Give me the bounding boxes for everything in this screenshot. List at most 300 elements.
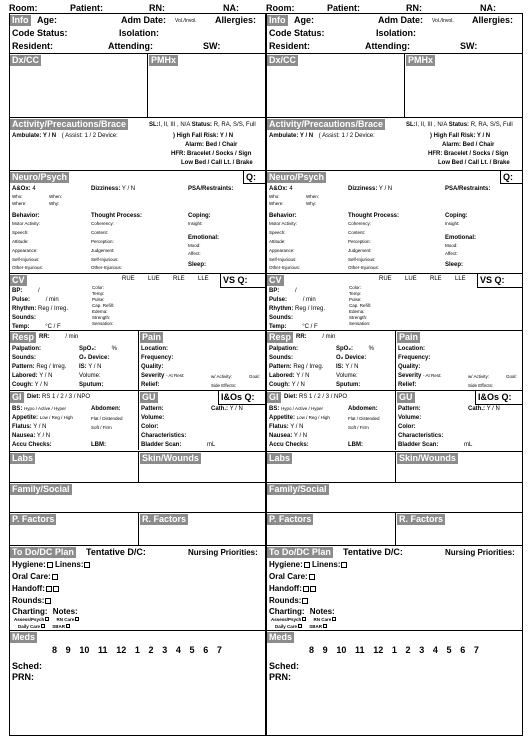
appetite-label: Appetite:	[12, 415, 38, 421]
resp-sounds-label: Sounds:	[12, 355, 36, 361]
ios-q-label: I&Os Q:	[478, 392, 512, 402]
daily-care-label: Daily Care	[275, 624, 298, 629]
coherency-label: Coherency:	[91, 221, 115, 226]
lbm-label: LBM:	[348, 442, 363, 448]
aox-value: 4	[32, 186, 36, 192]
med-time: 12	[373, 645, 384, 655]
gu-color-label: Color:	[398, 424, 416, 430]
edema-label: Edema:	[349, 309, 365, 314]
pattern-label: Pattern:	[12, 364, 35, 370]
appetite-label: Appetite:	[269, 415, 295, 421]
cough-label: Cough:	[12, 382, 33, 388]
pmhx-header: PMHx	[408, 55, 434, 65]
severity-label: Severity	[398, 373, 422, 379]
pain-frequency-label: Frequency:	[141, 355, 174, 361]
age-label: Age:	[294, 15, 314, 25]
where-label: Where:	[12, 201, 27, 206]
divider	[266, 53, 523, 54]
labs-header: Labs	[12, 453, 34, 463]
rle-label: RLE	[173, 276, 185, 282]
tentative-dc-label: Tentative D/C:	[86, 547, 146, 557]
otherinj-label: Other-Injurious:	[269, 265, 301, 270]
room-label: Room:	[9, 3, 38, 13]
na-label: NA:	[480, 3, 496, 13]
lle-label: LLE	[198, 276, 209, 282]
side-effects-label: Side Effects:	[468, 383, 494, 388]
divider	[266, 117, 523, 118]
divider	[266, 170, 523, 171]
divider	[395, 451, 396, 482]
cough-value: Y / N	[34, 382, 48, 388]
bp-slash: /	[295, 288, 297, 294]
med-time: 11	[98, 645, 108, 655]
goal-label: Goal:	[249, 374, 260, 379]
prn-label: PRN:	[12, 672, 34, 682]
divider	[477, 273, 478, 287]
vs-q-label: VS Q:	[480, 275, 505, 285]
oral-care-label: Oral Care:	[269, 572, 308, 581]
coping-label: Coping:	[188, 213, 211, 219]
divider	[266, 545, 523, 546]
temp-label: Temp:	[12, 324, 30, 330]
speech-label: Speech:	[12, 230, 29, 235]
resident-label: Resident:	[12, 41, 54, 51]
selfinj-label: Self-Injurious:	[12, 257, 40, 262]
family-social-header: Family/Social	[12, 484, 70, 494]
high-fall-risk-label: High Fall Risk: Y / N	[433, 133, 491, 139]
sbar-checkbox[interactable]	[323, 624, 327, 628]
is-label: IS:	[79, 364, 87, 370]
color-label: Color:	[92, 285, 105, 290]
handoff-checkbox-2[interactable]	[310, 586, 316, 592]
low-bed-label: Low Bed / Call Lt. / Brake	[181, 160, 253, 166]
nausea-label: Nausea:	[269, 433, 293, 439]
rhythm-options: Reg / Irreg.	[295, 306, 326, 312]
skin-wounds-header: Skin/Wounds	[399, 453, 456, 463]
linens-label: Linens:	[312, 560, 341, 569]
dizziness-value: Y / N	[121, 186, 136, 192]
bs-options: Hypo / Active / Hyper	[24, 406, 67, 411]
selfinj2-label: Self-Injurious:	[348, 257, 376, 262]
bp-slash: /	[38, 288, 40, 294]
strength-label: Strength:	[92, 315, 111, 320]
dizziness-label: Dizziness:	[91, 186, 121, 192]
sounds-label: Sounds:	[12, 315, 36, 321]
rn-care-label: RN Care	[313, 617, 332, 622]
info-header: Info	[269, 15, 286, 25]
is-value: Y / N	[88, 364, 102, 370]
sw-label: SW:	[203, 41, 221, 51]
handoff-label: Handoff:	[12, 584, 45, 593]
med-time: 3	[162, 645, 168, 655]
severity-label: Severity	[141, 373, 165, 379]
aox-label: A&Ox:	[269, 186, 288, 192]
divider	[220, 273, 221, 287]
alarm-label: Alarm: Bed / Chair	[442, 142, 495, 148]
low-bed-label: Low Bed / Call Lt. / Brake	[438, 160, 510, 166]
pain-frequency-label: Frequency:	[398, 355, 431, 361]
code-status-label: Code Status:	[12, 28, 68, 38]
oral-care-checkbox[interactable]	[309, 574, 315, 580]
high-fall-risk-label: High Fall Risk: Y / N	[176, 133, 234, 139]
behavior-label: Behavior:	[269, 213, 297, 219]
tempr-label: Temp:	[92, 291, 105, 296]
meds-header: Meds	[269, 632, 293, 642]
charting-label: Charting:	[269, 607, 305, 616]
spo2-unit: %	[368, 346, 375, 352]
linens-checkbox[interactable]	[84, 562, 90, 568]
diet-label: Diet:	[284, 394, 298, 400]
oral-care-checkbox[interactable]	[52, 574, 58, 580]
rn-care-checkbox[interactable]	[332, 617, 336, 621]
bp-label: BP:	[269, 288, 280, 294]
is-value: Y / N	[345, 364, 359, 370]
when-label: When:	[306, 194, 320, 199]
p-factors-header: P. Factors	[12, 514, 55, 524]
tempr-label: Temp:	[349, 291, 362, 296]
r-factors-header: R. Factors	[399, 514, 444, 524]
gi-header: GI	[269, 392, 279, 402]
pmhx-header: PMHx	[151, 55, 177, 65]
med-time: 3	[419, 645, 425, 655]
allergies-label: Allergies:	[215, 15, 257, 25]
ambulate-label: Ambulate: Y / N	[12, 133, 57, 139]
behavior-label: Behavior:	[12, 213, 40, 219]
sl-options: I, II, III , N/A	[415, 122, 448, 128]
divider	[266, 273, 523, 274]
na-label: NA:	[223, 3, 239, 13]
relief-label: Relief:	[398, 382, 417, 388]
diet-options: RS 1 / 2 / 3 / NPO	[299, 394, 348, 400]
rounds-checkbox[interactable]	[302, 598, 308, 604]
charting-label: Charting:	[12, 607, 48, 616]
divider	[243, 170, 244, 183]
bs-label: BS:	[12, 406, 23, 412]
coping-label: Coping:	[445, 213, 468, 219]
where-label: Where:	[269, 201, 284, 206]
status-label: Status:	[448, 122, 470, 128]
insight-label: Insight:	[188, 221, 203, 226]
med-time: 10	[336, 645, 347, 655]
hfr-label: HFR: Bracelet / Socks / Sign	[171, 151, 252, 157]
info-header: Info	[12, 15, 29, 25]
at-rest-label: - At Rest:	[166, 373, 185, 378]
assess-psych-label: Assess/Psych	[14, 617, 45, 622]
pulse-unit: / min	[302, 297, 316, 303]
pain-header: Pain	[142, 332, 162, 342]
side-effects-label: Side Effects:	[211, 383, 237, 388]
goal-label: Goal:	[506, 374, 517, 379]
otherinj2-label: Other-Injurious:	[91, 265, 123, 270]
cath-value: Y / N	[486, 406, 500, 412]
pain-header: Pain	[399, 332, 419, 342]
pattern-label: Pattern:	[269, 364, 292, 370]
color-label: Color:	[349, 285, 362, 290]
at-rest-label: - At Rest:	[423, 373, 442, 378]
handoff-checkbox-1[interactable]	[303, 586, 309, 592]
gu-header: GU	[142, 392, 156, 402]
med-time: 1	[391, 645, 397, 655]
med-time: 7	[216, 645, 222, 655]
rounds-label: Rounds:	[269, 596, 302, 605]
todo-header: To Do/DC Plan	[269, 547, 331, 557]
diet-label: Diet:	[27, 394, 41, 400]
thought-label: Thought Process:	[348, 213, 400, 219]
alarm-label: Alarm: Bed / Chair	[185, 142, 238, 148]
sleep-label: Sleep:	[445, 262, 464, 268]
temp-label: Temp:	[269, 324, 287, 330]
med-time: 9	[322, 645, 328, 655]
cap-refill-label: Cap. Refill:	[92, 303, 115, 308]
attending-label: Attending:	[108, 41, 153, 51]
med-time: 2	[148, 645, 154, 655]
hygiene-label: Hygiene:	[12, 560, 46, 569]
o2-device-label: O₂ Device:	[79, 355, 110, 361]
rounds-label: Rounds:	[12, 596, 45, 605]
divider	[138, 390, 139, 450]
neuro-q-label: Q:	[246, 172, 256, 182]
divider	[475, 404, 523, 405]
notes-label: Notes:	[52, 607, 78, 616]
isolation-label: Isolation:	[376, 28, 416, 38]
abdomen-opts-1: Flat / Distended	[91, 416, 123, 421]
divider	[404, 53, 405, 117]
pulse2-label: Pulse:	[92, 297, 105, 302]
relief-label: Relief:	[141, 382, 160, 388]
nursing-priorities-label: Nursing Priorities:	[188, 548, 258, 557]
flatus-value: Y / N	[290, 424, 304, 430]
ios-q-label: I&Os Q:	[221, 392, 255, 402]
divider	[147, 53, 148, 117]
gu-volume-label: Volume:	[398, 415, 422, 421]
sl-options: I, II, III , N/A	[158, 122, 191, 128]
rr-label: RR:	[296, 334, 307, 340]
med-time: 8	[309, 645, 315, 655]
handoff-checkbox-1[interactable]	[46, 586, 52, 592]
divider	[395, 330, 396, 390]
med-time: 5	[189, 645, 195, 655]
resident-label: Resident:	[269, 41, 311, 51]
divider	[243, 183, 266, 184]
rounds-checkbox[interactable]	[45, 598, 51, 604]
divider	[9, 630, 266, 631]
selfinj-label: Self-Injurious:	[269, 257, 297, 262]
p-factors-header: P. Factors	[269, 514, 312, 524]
judgement-label: Judgement:	[91, 248, 115, 253]
when-label: When:	[49, 194, 63, 199]
med-time: 1	[134, 645, 140, 655]
rr-label: RR:	[39, 334, 50, 340]
divider	[9, 53, 266, 54]
cap-refill-label: Cap. Refill:	[349, 303, 372, 308]
divider	[9, 117, 266, 118]
nausea-label: Nausea:	[12, 433, 36, 439]
labored-value: Y / N	[296, 373, 310, 379]
oral-care-label: Oral Care:	[12, 572, 51, 581]
status-options: R, RA, S/S, Full	[213, 122, 256, 128]
judgement-label: Judgement:	[348, 248, 372, 253]
gi-header: GI	[12, 392, 22, 402]
ml-unit: mL	[207, 442, 216, 448]
rn-care-checkbox[interactable]	[75, 617, 79, 621]
daily-care-checkbox[interactable]	[298, 624, 302, 628]
divider	[266, 482, 523, 483]
paren: )	[430, 133, 432, 139]
linens-label: Linens:	[55, 560, 84, 569]
resp-volume-label: Volume:	[79, 373, 101, 379]
motor-label: Motor Activity:	[12, 221, 41, 226]
bs-options: Hypo / Active / Hyper	[281, 406, 324, 411]
psa-label: PSA/Restraints:	[188, 186, 234, 192]
emotional-label: Emotional:	[188, 235, 219, 241]
mood-label: Mood:	[445, 243, 458, 248]
characteristics-label: Characteristics:	[141, 433, 187, 439]
todo-header: To Do/DC Plan	[12, 547, 74, 557]
content-label: Content:	[348, 230, 366, 235]
sputum-label: Sputum:	[336, 382, 361, 388]
selfinj2-label: Self-Injurious:	[91, 257, 119, 262]
is-label: IS:	[336, 364, 344, 370]
med-time: 6	[203, 645, 209, 655]
divider	[266, 630, 523, 631]
daily-care-label: Daily Care	[18, 624, 41, 629]
sleep-label: Sleep:	[188, 262, 207, 268]
rle-label: RLE	[430, 276, 442, 282]
r-factors-header: R. Factors	[142, 514, 187, 524]
rn-care-label: RN Care	[56, 617, 75, 622]
lbm-label: LBM:	[91, 442, 106, 448]
divider	[138, 451, 139, 482]
diet-options: RS 1 / 2 / 3 / NPO	[42, 394, 91, 400]
pulse-label: Pulse:	[12, 297, 31, 303]
vs-q-label: VS Q:	[223, 275, 248, 285]
adm-date-label: Adm Date:	[121, 15, 167, 25]
attending-label: Attending:	[365, 41, 410, 51]
appetite-options: Low / Reg / High	[296, 415, 330, 420]
paren: )	[173, 133, 175, 139]
bladder-scan-label: Bladder Scan:	[398, 442, 439, 448]
dizziness-value: Y / N	[378, 186, 393, 192]
status-label: Status:	[191, 122, 213, 128]
med-time: 11	[355, 645, 365, 655]
hygiene-checkbox[interactable]	[304, 562, 310, 568]
w-activity-label: w/ Activity:	[468, 374, 490, 379]
activity-header: Activity/Precautions/Brace	[269, 119, 384, 129]
affect-label: Affect:	[188, 251, 201, 256]
rn-label: RN:	[406, 3, 422, 13]
temp-unit: °C / F	[45, 324, 61, 330]
patient-label: Patient:	[327, 3, 361, 13]
rn-label: RN:	[149, 3, 165, 13]
rr-unit: / min	[322, 334, 336, 340]
med-time: 4	[175, 645, 181, 655]
gu-color-label: Color:	[141, 424, 159, 430]
isolation-label: Isolation:	[119, 28, 159, 38]
resp-header: Resp	[12, 332, 35, 342]
handoff-checkbox-2[interactable]	[53, 586, 59, 592]
divider	[475, 390, 476, 404]
labored-value: Y / N	[39, 373, 53, 379]
motor-label: Motor Activity:	[269, 221, 298, 226]
bs-label: BS:	[269, 406, 280, 412]
sbar-checkbox[interactable]	[66, 624, 70, 628]
nursing-priorities-label: Nursing Priorities:	[445, 548, 515, 557]
pulse-label: Pulse:	[269, 297, 288, 303]
divider	[138, 512, 139, 545]
cv-header: CV	[12, 275, 25, 285]
rr-unit: / min	[65, 334, 79, 340]
rue-label: RUE	[379, 276, 392, 282]
ml-unit: mL	[464, 442, 473, 448]
daily-care-checkbox[interactable]	[41, 624, 45, 628]
labored-label: Labored:	[269, 373, 295, 379]
why-label: Why:	[49, 201, 60, 206]
gu-pattern-label: Pattern:	[398, 406, 421, 412]
spo2-label: SpO₂:	[336, 346, 353, 352]
med-time: 6	[460, 645, 466, 655]
coherency-label: Coherency:	[348, 221, 372, 226]
aox-label: A&Ox:	[12, 186, 31, 192]
neuro-header: Neuro/Psych	[12, 172, 68, 182]
spo2-unit: %	[111, 346, 118, 352]
accu-checks-label: Accu Checks:	[12, 442, 52, 448]
divider	[395, 390, 396, 450]
assess-psych-checkbox[interactable]	[45, 617, 49, 621]
abdomen-label: Abdomen:	[91, 406, 121, 412]
sl-label: SL:	[406, 122, 416, 128]
labs-header: Labs	[269, 453, 291, 463]
attitude-label: Attitude:	[12, 239, 29, 244]
pattern-options: Reg / Irreg.	[36, 364, 67, 370]
family-social-header: Family/Social	[269, 484, 327, 494]
nausea-value: Y / N	[293, 433, 308, 439]
linens-checkbox[interactable]	[341, 562, 347, 568]
content-label: Content:	[91, 230, 109, 235]
cath-label: Cath.:	[211, 406, 228, 412]
divider	[9, 170, 266, 171]
divider	[218, 404, 266, 405]
handoff-label: Handoff:	[269, 584, 302, 593]
mood-label: Mood:	[188, 243, 201, 248]
assess-psych-checkbox[interactable]	[302, 617, 306, 621]
cough-value: Y / N	[291, 382, 305, 388]
abdomen-opts-1: Flat / Distended	[348, 416, 380, 421]
spo2-label: SpO₂:	[79, 346, 96, 352]
rhythm-label: Rhythm:	[269, 306, 294, 312]
cough-label: Cough:	[269, 382, 290, 388]
divider	[477, 287, 523, 288]
abdomen-opts-2: Soft / Firm	[348, 425, 369, 430]
divider	[9, 482, 266, 483]
abdomen-label: Abdomen:	[348, 406, 378, 412]
med-time: 8	[52, 645, 58, 655]
room-label: Room:	[266, 3, 295, 13]
rhythm-options: Reg / Irreg.	[38, 306, 69, 312]
ambulate-label: Ambulate: Y / N	[269, 133, 314, 139]
sensation-label: Sensation:	[92, 321, 114, 326]
cv-header: CV	[269, 275, 282, 285]
sensation-label: Sensation:	[349, 321, 371, 326]
bladder-scan-label: Bladder Scan:	[141, 442, 182, 448]
o2-device-label: O₂ Device:	[336, 355, 367, 361]
pain-quality-label: Quality:	[398, 364, 421, 370]
patient-label: Patient:	[70, 3, 104, 13]
prn-label: PRN:	[269, 672, 291, 682]
psa-label: PSA/Restraints:	[445, 186, 491, 192]
divider	[138, 330, 139, 390]
hygiene-checkbox[interactable]	[47, 562, 53, 568]
pulse2-label: Pulse:	[349, 297, 362, 302]
